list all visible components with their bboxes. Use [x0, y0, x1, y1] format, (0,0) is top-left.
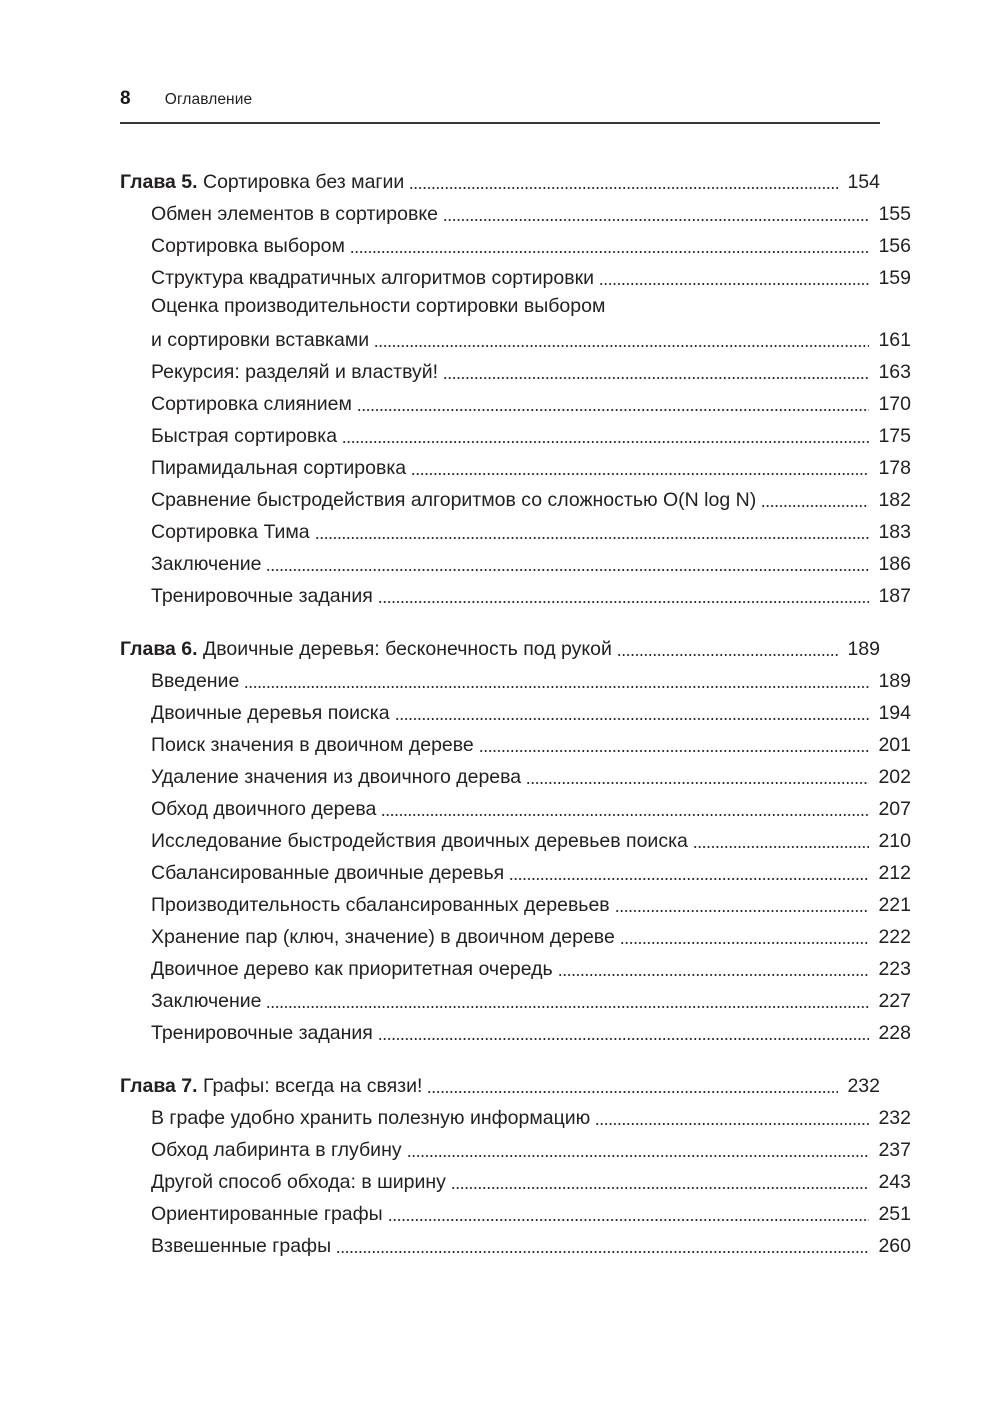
toc-entry-row[interactable]: [120, 1014, 911, 1046]
chapter-title: Графы: всегда на связи!: [197, 1075, 423, 1097]
dot-leader: [244, 668, 869, 694]
toc-entry-page-number: 207: [878, 798, 911, 820]
dot-leader: [615, 892, 869, 918]
dot-leader: [407, 1137, 869, 1163]
toc-entry-row[interactable]: [120, 481, 911, 513]
toc-entry-label: Быстрая сортировка: [151, 425, 338, 447]
toc-entry-page-number: 178: [878, 457, 911, 479]
toc-entry-row[interactable]: [120, 790, 911, 822]
toc-entry-page-number: 163: [878, 361, 911, 383]
toc-entry-label: Исследование быстродействия двоичных деревьев поиска: [151, 830, 688, 852]
chapter-number: Глава 5.: [120, 171, 198, 193]
dot-leader: [761, 487, 869, 513]
dot-leader: [342, 423, 869, 449]
toc-chapter-label: [120, 636, 612, 662]
toc-entry-label: Рекурсия: разделяй и властвуй!: [151, 361, 439, 383]
toc-entry-row[interactable]: [120, 1227, 911, 1259]
toc-entry-label: Обход двоичного дерева: [151, 798, 377, 820]
dot-leader: [620, 924, 869, 950]
toc-entry-page-number: 202: [878, 766, 911, 788]
chapter-block: [120, 163, 911, 609]
toc-entry-row[interactable]: [120, 195, 911, 227]
toc-entry-page-number: 210: [878, 830, 911, 852]
toc-entry-page-number: 183: [878, 521, 911, 543]
dot-leader: [357, 391, 869, 417]
toc-entry-label: Обход лабиринта в глубину: [151, 1139, 402, 1161]
toc-entry-label-line2: и сортировки вставками: [151, 329, 370, 351]
toc-entry-page-number: 170: [878, 393, 911, 415]
toc-entry-row[interactable]: [120, 982, 911, 1014]
chapter-page-number: 154: [847, 171, 880, 193]
dot-leader: [409, 169, 838, 195]
toc-entry-label: Сортировка Тима: [151, 521, 310, 543]
dot-leader: [595, 1105, 869, 1131]
toc-entry-page-number: 260: [878, 1235, 911, 1257]
toc-entry-label: Сортировка выбором: [151, 235, 345, 257]
toc-entry-page-number: 222: [878, 926, 911, 948]
dot-leader: [374, 327, 869, 353]
toc-entry-label: Сравнение быстродействия алгоритмов со сложностью O(N log N): [151, 489, 757, 511]
dot-leader: [479, 732, 869, 758]
dot-leader: [411, 455, 869, 481]
toc-entry-page-number: 156: [878, 235, 911, 257]
toc-entry-row[interactable]: [120, 918, 911, 950]
dot-leader: [599, 265, 869, 291]
toc-entry-row[interactable]: [120, 726, 911, 758]
chapter-number: Глава 6.: [120, 638, 198, 660]
toc-entry-page-number: 155: [878, 203, 911, 225]
toc-entry-page-number: 182: [878, 489, 911, 511]
toc-entry-row[interactable]: [120, 513, 911, 545]
toc-entry-label: Двоичные деревья поиска: [151, 702, 390, 724]
toc-entry-page-number: 189: [878, 670, 911, 692]
toc-entry-page-number: 243: [878, 1171, 911, 1193]
dot-leader: [266, 988, 869, 1014]
toc-entry-row[interactable]: [120, 259, 911, 291]
toc-entry-page-number: 251: [878, 1203, 911, 1225]
toc-entry-row[interactable]: [120, 822, 911, 854]
toc-entry-page-number: 237: [878, 1139, 911, 1161]
dot-leader: [378, 1020, 869, 1046]
page-folio: 8: [120, 88, 131, 109]
chapter-title: Двоичные деревья: бесконечность под рукой: [197, 638, 612, 660]
toc-entry-label: Взвешенные графы: [151, 1235, 332, 1257]
toc-entry-row[interactable]: [120, 1099, 911, 1131]
toc-entry-row[interactable]: [120, 662, 911, 694]
dot-leader: [427, 1073, 838, 1099]
toc-entry-label: Сортировка слиянием: [151, 393, 352, 415]
toc-entry-label: Двоичное дерево как приоритетная очередь: [151, 958, 553, 980]
toc-entry-row[interactable]: [120, 227, 911, 259]
chapter-number: Глава 7.: [120, 1075, 198, 1097]
toc-entry-label: Хранение пар (ключ, значение) в двоичном дереве: [151, 926, 615, 948]
running-head-title: Оглавление: [164, 91, 253, 108]
dot-leader: [443, 359, 869, 385]
toc-entry-row[interactable]: [120, 545, 911, 577]
toc-entry-row[interactable]: [120, 353, 911, 385]
header-divider: [120, 122, 880, 124]
toc-entry-label: В графе удобно хранить полезную информацию: [151, 1107, 591, 1129]
chapter-page-number: 232: [847, 1075, 880, 1097]
toc-entry-page-number: 187: [878, 585, 911, 607]
dot-leader: [509, 860, 869, 886]
toc-entry-label: Обмен элементов в сортировке: [151, 203, 438, 225]
dot-leader: [443, 201, 869, 227]
toc-chapter-row[interactable]: [120, 630, 880, 662]
toc-entry-row[interactable]: [120, 1195, 911, 1227]
toc-entry-label: Введение: [151, 670, 240, 692]
toc-entry-page-number: 194: [878, 702, 911, 724]
chapter-block: [120, 630, 911, 1046]
dot-leader: [388, 1201, 869, 1227]
toc-chapter-row[interactable]: [120, 1067, 880, 1099]
dot-leader: [693, 828, 869, 854]
chapter-block: [120, 1067, 911, 1259]
dot-leader: [336, 1233, 869, 1259]
toc-entry-page-number: 223: [878, 958, 911, 980]
dot-leader: [451, 1169, 869, 1195]
toc-entry-page-number: 212: [878, 862, 911, 884]
toc-chapter-label: [120, 169, 404, 195]
dot-leader: [378, 583, 869, 609]
dot-leader: [395, 700, 869, 726]
toc-entry-page-number: 159: [878, 267, 911, 289]
toc-entry-page-number: 232: [878, 1107, 911, 1129]
toc-entry-row[interactable]: [120, 291, 911, 353]
toc-entry-page-number: 228: [878, 1022, 911, 1044]
toc-entry-row[interactable]: [120, 950, 911, 982]
toc-entry-row[interactable]: [120, 449, 911, 481]
toc-entry-page-number: 161: [878, 329, 911, 351]
chapter-title: Сортировка без магии: [197, 171, 405, 193]
chapter-page-number: 189: [847, 638, 880, 660]
dot-leader: [315, 519, 869, 545]
toc-entry-label: Заключение: [151, 990, 262, 1012]
toc-entry-label: Ориентированные графы: [151, 1203, 383, 1225]
toc-entry-row[interactable]: [120, 694, 911, 726]
toc-entry-label: Производительность сбалансированных деревьев: [151, 894, 610, 916]
toc-entry-label: Удаление значения из двоичного дерева: [151, 766, 522, 788]
toc-entry-label: Структура квадратичных алгоритмов сортировки: [151, 267, 594, 289]
dot-leader: [350, 233, 869, 259]
dot-leader: [266, 551, 869, 577]
toc-entry-row[interactable]: [120, 417, 911, 449]
toc-entry-row[interactable]: [120, 577, 911, 609]
toc-entry-label: Тренировочные задания: [151, 585, 373, 607]
dot-leader: [526, 764, 869, 790]
toc-entry-row[interactable]: [120, 854, 911, 886]
dot-leader: [558, 956, 869, 982]
toc-entry-page-number: 175: [878, 425, 911, 447]
toc-entry-label: Тренировочные задания: [151, 1022, 373, 1044]
toc-entry-row[interactable]: [120, 886, 911, 918]
toc-entry-page-number: 221: [878, 894, 911, 916]
toc-entry-row[interactable]: [120, 1131, 911, 1163]
toc-entry-row[interactable]: [120, 385, 911, 417]
toc-entry-label: Поиск значения в двоичном дереве: [151, 734, 474, 756]
toc-entry-page-number: 186: [878, 553, 911, 575]
toc-entry-row[interactable]: [120, 758, 911, 790]
toc-chapter-row[interactable]: [120, 163, 880, 195]
running-head: [120, 88, 880, 122]
toc-entry-label: Сбалансированные двоичные деревья: [151, 862, 505, 884]
toc-entry-row[interactable]: [120, 1163, 911, 1195]
table-of-contents: [120, 163, 911, 1259]
toc-entry-label: Другой способ обхода: в ширину: [151, 1171, 446, 1193]
toc-entry-line2: [151, 321, 911, 353]
dot-leader: [381, 796, 869, 822]
dot-leader: [617, 636, 838, 662]
toc-entry-page-number: 227: [878, 990, 911, 1012]
toc-entry-label-line1: Оценка производительности сортировки выбором: [151, 295, 606, 317]
toc-entry-label: Заключение: [151, 553, 262, 575]
toc-entry-label: Пирамидальная сортировка: [151, 457, 407, 479]
toc-entry-page-number: 201: [878, 734, 911, 756]
toc-chapter-label: [120, 1073, 422, 1099]
